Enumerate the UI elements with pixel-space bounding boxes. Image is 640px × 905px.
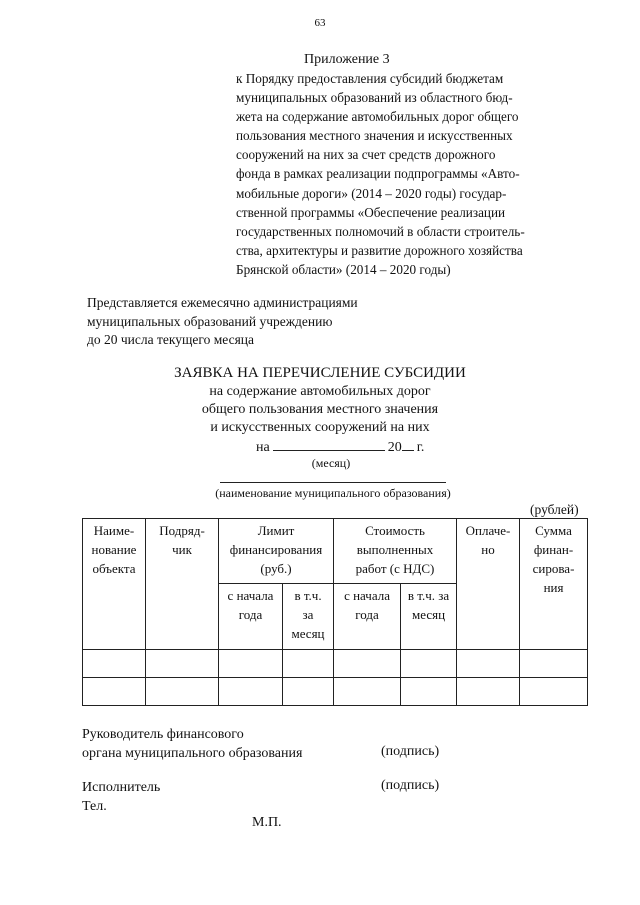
subheader-limit-from-start: с начала года	[219, 584, 283, 650]
table-cell[interactable]	[283, 678, 334, 706]
appendix-line: муниципальных образований из областного бюд-	[236, 90, 513, 106]
appendix-line: ственной программы «Обеспечение реализации	[236, 204, 506, 220]
header-financing-sum: Сумма финан- сирова- ния	[520, 519, 588, 650]
table-cell[interactable]	[401, 650, 457, 678]
appendix-line: Брянской области» (2014 – 2020 годы)	[236, 261, 451, 277]
phone-label: Тел.	[82, 799, 107, 814]
appendix-line: пользования местного значения и искусственных	[236, 128, 513, 144]
form-subtitle-line: и искусственных сооружений на них	[210, 420, 430, 435]
period-na-label: на	[256, 440, 270, 455]
header-object-name: Наиме- нование объекта	[83, 519, 146, 650]
subheader-limit-month: в т.ч. за месяц	[283, 584, 334, 650]
municipality-blank[interactable]	[220, 482, 446, 483]
note-line: муниципальных образований учреждению	[87, 313, 333, 329]
month-caption: (месяц)	[311, 456, 351, 470]
table-cell[interactable]	[83, 650, 146, 678]
table-cell[interactable]	[219, 650, 283, 678]
note-line: до 20 числа текущего месяца	[87, 332, 254, 347]
head-title-line: органа муниципального образования	[82, 746, 303, 761]
appendix-line: государственных полномочий в области строитель-	[236, 223, 525, 239]
executor-block	[82, 778, 160, 816]
subheader-cost-from-start: с начала года	[334, 584, 401, 650]
header-cost: Стоимость выполненных работ (с НДС)	[334, 519, 457, 584]
page-number: 63	[314, 17, 326, 29]
month-blank[interactable]	[273, 437, 385, 451]
header-paid: Оплаче- но	[457, 519, 520, 650]
header-limit: Лимит финансирования (руб.)	[219, 519, 334, 584]
head-signature-caption: (подпись)	[381, 744, 440, 759]
appendix-line: фонда в рамках реализации подпрограммы «Авто-	[236, 166, 520, 182]
appendix-line: к Порядку предоставления субсидий бюджетам	[236, 71, 504, 86]
table-cell[interactable]	[334, 650, 401, 678]
table-cell[interactable]	[457, 678, 520, 706]
table-cell[interactable]	[283, 650, 334, 678]
form-subtitle-line: на содержание автомобильных дорог	[209, 384, 431, 399]
appendix-line: сооружений на них за счет средств дорожного	[236, 147, 496, 163]
period-line	[256, 437, 424, 456]
units-label: (рублей)	[530, 502, 579, 517]
municipality-caption: (наименование муниципального образования)	[215, 486, 451, 500]
head-title-line: Руководитель финансового	[82, 727, 244, 742]
table-cell[interactable]	[219, 678, 283, 706]
subheader-cost-month: в т.ч. за месяц	[401, 584, 457, 650]
table-cell[interactable]	[146, 650, 219, 678]
table-cell[interactable]	[334, 678, 401, 706]
executor-label: Исполнитель	[82, 780, 161, 795]
header-contractor: Подряд- чик	[146, 519, 219, 650]
table-cell[interactable]	[146, 678, 219, 706]
year-blank[interactable]	[402, 437, 414, 451]
appendix-title: Приложение 3	[304, 52, 390, 67]
table-cell[interactable]	[83, 678, 146, 706]
table-row	[83, 678, 588, 706]
form-title: ЗАЯВКА НА ПЕРЕЧИСЛЕНИЕ СУБСИДИИ	[174, 365, 466, 381]
note-line: Представляется ежемесячно администрациями	[87, 295, 358, 310]
executor-signature-caption: (подпись)	[381, 778, 440, 793]
table-cell[interactable]	[520, 650, 588, 678]
table-cell[interactable]	[457, 650, 520, 678]
subsidy-request-table	[82, 518, 588, 706]
appendix-line: ства, архитектуры и развитие дорожного хозяйства	[236, 242, 523, 258]
appendix-reference	[236, 69, 568, 279]
head-signature-block	[82, 725, 302, 763]
year-prefix: 20	[387, 440, 402, 455]
table-row	[83, 650, 588, 678]
submission-note	[87, 294, 358, 350]
table-cell[interactable]	[401, 678, 457, 706]
form-subtitle-line: общего пользования местного значения	[201, 402, 439, 417]
stamp-place-label: М.П.	[252, 815, 282, 830]
year-suffix: г.	[416, 440, 425, 455]
appendix-line: жета на содержание автомобильных дорог общего	[236, 109, 519, 125]
appendix-line: мобильные дороги» (2014 – 2020 годы) государ-	[236, 185, 507, 201]
table-cell[interactable]	[520, 678, 588, 706]
